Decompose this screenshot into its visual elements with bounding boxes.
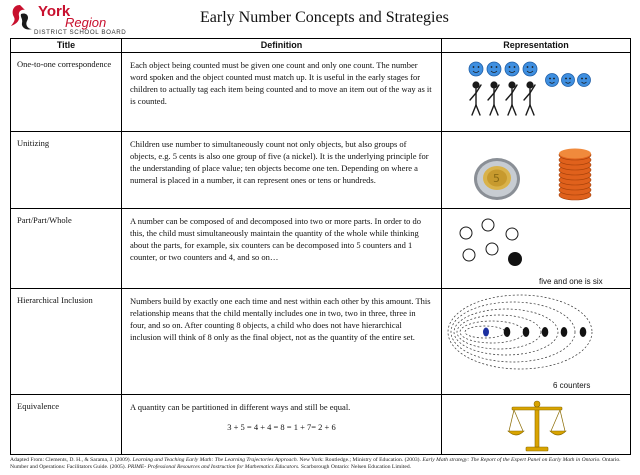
representation-equivalence: [442, 395, 631, 455]
representation-hierarchical-inclusion: [442, 289, 631, 395]
counting-children-illustration: [442, 53, 631, 132]
logo-text-york: York: [38, 3, 71, 20]
row-title: Part/Part/Whole: [11, 209, 122, 289]
logo-text-district: DISTRICT SCHOOL BOARD: [34, 29, 127, 36]
representation-unitizing: [442, 132, 631, 209]
balance-scale-icon: [442, 395, 631, 455]
school-board-logo: [8, 2, 143, 40]
column-header-representation: Representation: [442, 39, 631, 53]
table-row-one-to-one: [11, 53, 631, 132]
row-definition: Each object being counted must be given one count and only one count. The number word spoken and the object counted must match up. It is useful in the early stages for children to actually tag each item being counted and to move an item out of the way as it is counted.: [130, 60, 432, 106]
row-title: One-to-one correspondence: [11, 53, 122, 132]
references-footer: Adapted From: Clements, D. H., & Sarama, J. (2009). Learning and Teaching Early Math: The Learning Trajectories Approach. New York: Routledge.; Ministry of Education. (2003). Early Math strategy: The Report of the Expert Panel on Early Math in Ontario. Ontario. Number and Operations: Facilitators Guide. (2005). PRIME- Professional Resources and Instruction for Mathematics Educators. Scarborough Ontario: Nelsen Education Limited.: [10, 457, 621, 470]
equivalence-equation: 3 + 5 = 4 + 4 = 8 = 1 + 7= 2 + 6: [227, 422, 336, 432]
row-title: Hierarchical Inclusion: [11, 289, 122, 395]
table-header-row: [11, 39, 631, 53]
table-row-hierarchical-inclusion: [11, 289, 631, 395]
svg-text:5: 5: [493, 172, 500, 185]
page-title: Early Number Concepts and Strategies: [200, 9, 449, 26]
representation-part-part-whole: [442, 209, 631, 289]
coin-and-stack-illustration: [442, 132, 631, 209]
table-row-equivalence: [11, 395, 631, 455]
table-row-part-part-whole: [11, 209, 631, 289]
column-header-title: Title: [11, 39, 122, 53]
representation-one-to-one: [442, 53, 631, 132]
row-title: Unitizing: [11, 132, 122, 209]
concepts-table: [10, 38, 631, 455]
table-row-unitizing: [11, 132, 631, 209]
row-definition: Children use number to simultaneously count not only objects, but also groups of objects, e.g. 5 cents is also one group of five (a nickel). It is the underlying principle for the understanding of place value; ten objects become one ten. Depending on where a numeral is placed in a number, it can represent ones or tens or hundreds.: [130, 139, 429, 185]
row-definition: Numbers build by exactly one each time and nest within each other by this amount. This relationship means that the child mentally includes one in two, two in three, three in four, and so on. After counting 8 objects, a child who does not have hierarchical inclusion will think of 8 only as the final object, not as the quantity of the entire set.: [130, 296, 431, 342]
logo-text-region: Region: [65, 15, 107, 30]
row-definition: A number can be composed of and decomposed into two or more parts. In order to do this, the child must simultaneously maintain the quantity of the whole while thinking about the parts, for example, six counters can be decomposed into 5 counters and 1 counter, or two counters and 4, and so on…: [130, 216, 422, 262]
column-header-definition: Definition: [122, 39, 442, 53]
nested-counters-illustration: [442, 289, 631, 395]
row-definition: A quantity can be partitioned in different ways and still be equal.: [130, 402, 351, 412]
hierarchical-inclusion-caption: 6 counters: [553, 381, 591, 390]
counters-illustration: [442, 209, 631, 289]
row-title: Equivalence: [11, 395, 122, 455]
part-part-whole-caption: five and one is six: [539, 277, 603, 286]
